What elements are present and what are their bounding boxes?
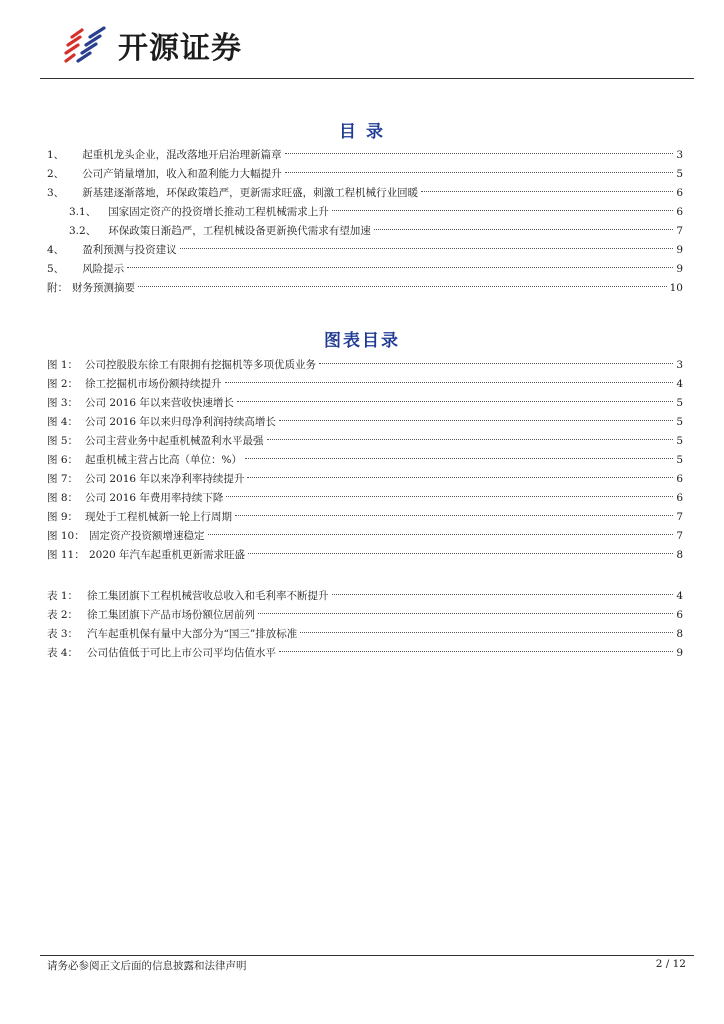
figure-entry-page: 6 [676, 473, 683, 485]
figure-entry[interactable] [47, 489, 683, 508]
table-entry-title: 公司估值低于可比上市公司平均估值水平 [87, 647, 276, 659]
toc-entry-number: 1、 [47, 149, 65, 161]
figure-entry-page: 7 [676, 530, 683, 542]
figure-entry-title: 公司主营业务中起重机械盈利水平最强 [85, 435, 264, 447]
toc-entry-number: 3、 [47, 187, 65, 199]
toc-subentry[interactable] [47, 222, 683, 241]
figure-entry-page: 8 [676, 549, 683, 561]
toc-entry-number: 5、 [47, 263, 65, 275]
figure-entry-page: 3 [676, 359, 683, 371]
figure-entry-page: 5 [676, 416, 683, 428]
toc-heading: 目 录 [339, 122, 385, 142]
legal-disclaimer: 请务必参阅正文后面的信息披露和法律声明 [47, 960, 247, 972]
leader-dots [180, 248, 674, 249]
figure-entry-page: 5 [676, 454, 683, 466]
figure-entry-title: 公司 2016 年以来净利率持续提升 [85, 473, 245, 485]
table-entry-number: 表 4： [47, 647, 79, 659]
footer-divider [40, 955, 694, 956]
leader-dots [247, 477, 673, 478]
table-entry-number: 表 2： [47, 609, 79, 621]
leader-dots [208, 534, 674, 535]
table-entry-number: 表 1： [47, 590, 79, 602]
brand-name: 开源证券 [118, 31, 242, 66]
toc-entry[interactable] [47, 165, 683, 184]
figure-entry-page: 5 [676, 397, 683, 409]
toc-entry-title: 起重机龙头企业，混改落地开启治理新篇章 [82, 149, 282, 161]
figure-entry-title: 公司 2016 年费用率持续下降 [85, 492, 224, 504]
toc-entry-title: 新基建逐渐落地，环保政策趋严，更新需求旺盛，刺激工程机械行业回暖 [82, 187, 419, 199]
figure-entry-page: 5 [676, 435, 683, 447]
figure-entry-page: 6 [676, 492, 683, 504]
table-entry[interactable] [47, 625, 683, 644]
figure-entry-title: 公司 2016 年以来归母净利润持续高增长 [85, 416, 276, 428]
toc-entry-number: 附： [47, 282, 68, 294]
toc-entry[interactable] [47, 184, 683, 203]
figure-entry-number: 图 11： [47, 549, 85, 561]
leader-dots [235, 515, 673, 516]
figure-entry[interactable] [47, 375, 683, 394]
figures-heading: 图表目录 [324, 331, 400, 351]
table-entry-title: 徐工集团旗下工程机械营收总收入和毛利率不断提升 [87, 590, 329, 602]
figure-entry-title: 固定资产投资额增速稳定 [89, 530, 205, 542]
toc-entry-page: 6 [676, 187, 683, 199]
toc-entry-page: 6 [676, 206, 683, 218]
figure-entry-title: 公司 2016 年以来营收快速增长 [85, 397, 234, 409]
toc-entry-page: 7 [676, 225, 683, 237]
leader-dots [267, 439, 674, 440]
table-entry-number: 表 3： [47, 628, 79, 640]
figure-entry-title: 徐工挖掘机市场份额持续提升 [85, 378, 222, 390]
figure-entry-number: 图 7： [47, 473, 79, 485]
figure-entry-number: 图 4： [47, 416, 79, 428]
table-entry-page: 9 [676, 647, 683, 659]
figure-entry[interactable] [47, 394, 683, 413]
leader-dots [127, 267, 673, 268]
figure-entry[interactable] [47, 527, 683, 546]
table-entry[interactable] [47, 644, 683, 663]
figure-entry-number: 图 5： [47, 435, 79, 447]
toc-entry-title: 盈利预测与投资建议 [82, 244, 177, 256]
figure-entry-title: 起重机械主营占比高（单位：%） [85, 454, 242, 466]
table-entry-title: 汽车起重机保有量中大部分为“国三”排放标准 [87, 628, 298, 640]
leader-dots [332, 210, 674, 211]
leader-dots [300, 632, 673, 633]
toc-entry-number: 3.1、 [69, 206, 97, 218]
leader-dots [332, 594, 674, 595]
leader-dots [279, 420, 673, 421]
toc-entry-title: 风险提示 [82, 263, 125, 275]
leader-dots [237, 401, 673, 402]
figure-entry-title: 2020 年汽车起重机更新需求旺盛 [89, 549, 246, 561]
toc-entry-page: 3 [676, 149, 683, 161]
toc-entry-number: 2、 [47, 168, 65, 180]
leader-dots [285, 153, 674, 154]
figure-entry-title: 公司控股股东徐工有限拥有挖掘机等多项优质业务 [85, 359, 316, 371]
toc-entry-page: 9 [676, 244, 683, 256]
figure-entry[interactable] [47, 413, 683, 432]
company-logo [62, 25, 242, 65]
toc-entry[interactable] [47, 146, 683, 165]
figure-entry[interactable] [47, 432, 683, 451]
page-footer [47, 958, 686, 973]
header-divider [40, 78, 694, 79]
table-entry-page: 4 [676, 590, 683, 602]
toc-entry-page: 9 [676, 263, 683, 275]
toc-entry[interactable] [47, 260, 683, 279]
figure-entry[interactable] [47, 470, 683, 489]
leader-dots [319, 363, 673, 364]
figure-entry-page: 7 [676, 511, 683, 523]
toc-entry-page: 10 [669, 282, 683, 294]
leader-dots [226, 496, 673, 497]
figure-entry-number: 图 1： [47, 359, 79, 371]
toc-entry[interactable] [47, 279, 683, 298]
figure-entry-title: 现处于工程机械新一轮上行周期 [85, 511, 232, 523]
leader-dots [421, 191, 673, 192]
figure-entry-number: 图 3： [47, 397, 79, 409]
toc-entry-number: 3.2、 [69, 225, 97, 237]
figure-entry-number: 图 9： [47, 511, 79, 523]
figure-entry[interactable] [47, 356, 683, 375]
table-entry-page: 6 [676, 609, 683, 621]
leader-dots [258, 613, 673, 614]
logo-mark-icon [62, 25, 110, 65]
toc-entry-page: 5 [676, 168, 683, 180]
figures-list [47, 356, 683, 565]
toc-subentry[interactable] [47, 203, 683, 222]
figure-entry[interactable] [47, 451, 683, 470]
leader-dots [225, 382, 674, 383]
figure-entry-number: 图 10： [47, 530, 85, 542]
table-entry-page: 8 [676, 628, 683, 640]
toc-entry-title: 国家固定资产的投资增长推动工程机械需求上升 [108, 206, 329, 218]
table-entry[interactable] [47, 587, 683, 606]
leader-dots [374, 229, 674, 230]
toc-entry-title: 财务预测摘要 [72, 282, 135, 294]
toc-entry-title: 环保政策日渐趋严，工程机械设备更新换代需求有望加速 [108, 225, 371, 237]
leader-dots [245, 458, 673, 459]
page-number: 2 / 12 [655, 958, 686, 970]
figure-entry[interactable] [47, 508, 683, 527]
figure-entry[interactable] [47, 546, 683, 565]
toc-list [47, 146, 683, 298]
leader-dots [138, 286, 667, 287]
figure-entry-page: 4 [676, 378, 683, 390]
toc-entry-number: 4、 [47, 244, 65, 256]
figure-entry-number: 图 2： [47, 378, 79, 390]
figure-entry-number: 图 8： [47, 492, 79, 504]
table-entry[interactable] [47, 606, 683, 625]
leader-dots [248, 553, 673, 554]
toc-entry[interactable] [47, 241, 683, 260]
leader-dots [285, 172, 674, 173]
leader-dots [279, 651, 673, 652]
table-entry-title: 徐工集团旗下产品市场份额位居前列 [87, 609, 255, 621]
figure-entry-number: 图 6： [47, 454, 79, 466]
tables-list [47, 587, 683, 663]
toc-entry-title: 公司产销量增加，收入和盈利能力大幅提升 [82, 168, 282, 180]
